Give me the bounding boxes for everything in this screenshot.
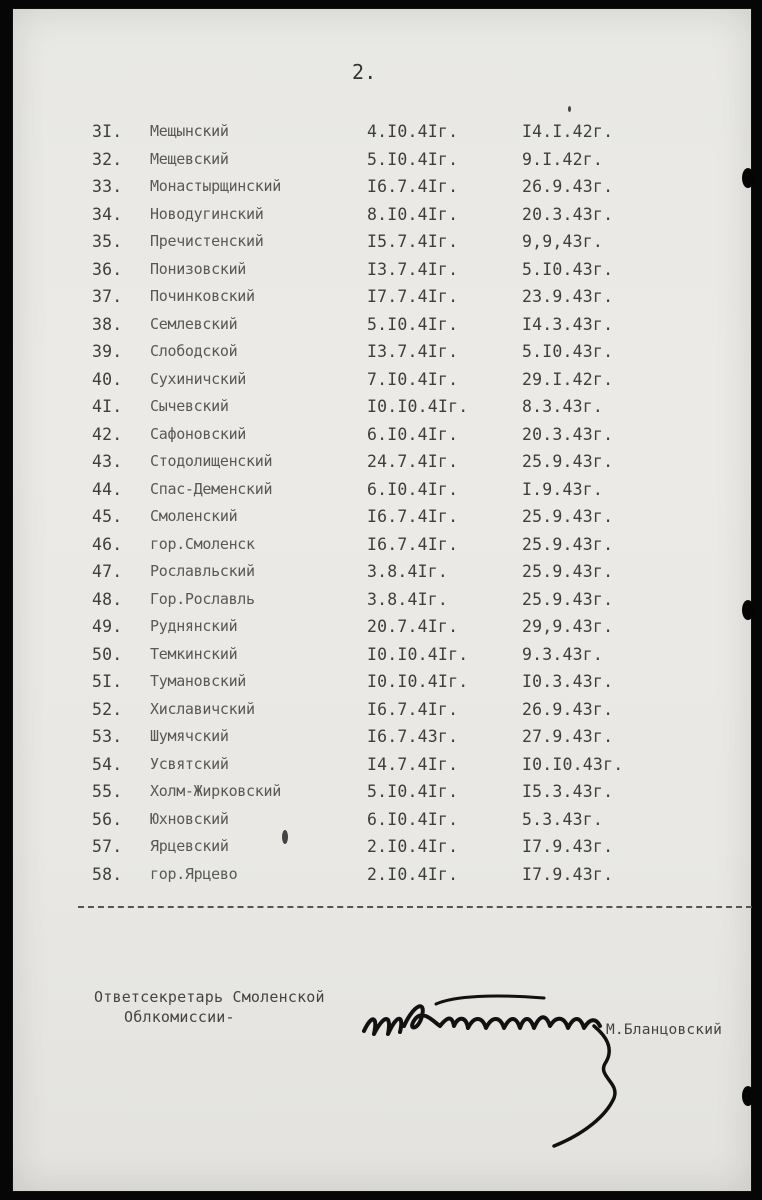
liberation-date: 26.9.43г.	[522, 699, 614, 719]
occupation-date: 8.I0.4Iг.	[367, 204, 459, 224]
district-name: Пречистенский	[150, 232, 264, 250]
district-name: Усвятский	[150, 754, 229, 773]
occupation-date: I0.I0.4Iг.	[367, 397, 469, 416]
row-number: 54.	[92, 754, 123, 774]
district-row	[12, 865, 752, 893]
occupation-date: I3.7.4Iг.	[367, 259, 459, 279]
row-number: 4I.	[92, 397, 123, 416]
row-number: 46.	[92, 534, 123, 554]
occupation-date: 2.I0.4Iг.	[367, 837, 459, 856]
occupation-date: 3.8.4Iг.	[367, 562, 449, 581]
ink-dot	[568, 106, 571, 112]
liberation-date: 8.3.43г.	[522, 397, 604, 416]
occupation-date: 7.I0.4Iг.	[367, 369, 459, 389]
row-number: 33.	[92, 177, 123, 196]
occupation-date: 5.I0.4Iг.	[367, 149, 459, 169]
district-row	[12, 837, 752, 865]
district-row	[12, 810, 752, 838]
occupation-date: I3.7.4Iг.	[367, 342, 459, 361]
document-page	[12, 8, 752, 1192]
district-row	[12, 590, 752, 618]
row-number: 57.	[92, 837, 123, 856]
occupation-date: 24.7.4Iг.	[367, 452, 459, 471]
row-number: 5I.	[92, 672, 123, 691]
district-name: Спас-Деменский	[150, 479, 273, 498]
district-row	[12, 645, 752, 673]
row-number: 39.	[92, 342, 123, 361]
liberation-date: 26.9.43г.	[522, 177, 614, 196]
occupation-date: 4.I0.4Iг.	[367, 122, 459, 141]
occupation-date: 5.I0.4Iг.	[367, 782, 459, 801]
district-row	[12, 480, 752, 508]
occupation-date: I5.7.4Iг.	[367, 232, 459, 251]
district-name: Семлевский	[150, 314, 238, 333]
liberation-date: 25.9.43г.	[522, 562, 614, 581]
occupation-date: 6.I0.4Iг.	[367, 479, 459, 499]
district-name: Хиславичский	[150, 699, 255, 718]
liberation-date: I7.9.43г.	[522, 864, 614, 884]
occupation-date: 2.I0.4Iг.	[367, 864, 459, 884]
page-number: 2.	[352, 60, 377, 84]
district-list	[12, 122, 752, 892]
district-name: Руднянский	[150, 617, 238, 635]
occupation-date: I6.7.4Iг.	[367, 534, 459, 554]
row-number: 48.	[92, 589, 123, 609]
liberation-date: I.9.43г.	[522, 479, 604, 499]
occupation-date: 5.I0.4Iг.	[367, 314, 459, 334]
district-row	[12, 397, 752, 425]
row-number: 49.	[92, 617, 123, 636]
district-name: Шумячский	[150, 727, 229, 745]
liberation-date: 20.3.43г.	[522, 204, 614, 224]
district-name: Холм-Жирковский	[150, 782, 281, 800]
district-name: Починковский	[150, 287, 255, 305]
row-number: 50.	[92, 644, 123, 664]
district-name: Гор.Рославль	[150, 589, 255, 608]
district-name: Мещынский	[150, 122, 229, 140]
occupation-date: I6.7.4Iг.	[367, 507, 459, 526]
occupation-date: 6.I0.4Iг.	[367, 424, 459, 444]
district-row	[12, 370, 752, 398]
occupation-date: I6.7.4Iг.	[367, 699, 459, 719]
signatory-title-line2: Облкомиссии-	[124, 1008, 235, 1026]
liberation-date: 25.9.43г.	[522, 452, 614, 471]
liberation-date: I5.3.43г.	[522, 782, 614, 801]
row-number: 35.	[92, 232, 123, 251]
district-row	[12, 700, 752, 728]
occupation-date: I0.I0.4Iг.	[367, 672, 469, 691]
district-name: Стодолищенский	[150, 452, 273, 470]
district-row	[12, 535, 752, 563]
liberation-date: 9,9,43г.	[522, 232, 604, 251]
district-row	[12, 617, 752, 645]
district-row	[12, 260, 752, 288]
district-row	[12, 782, 752, 810]
occupation-date: 20.7.4Iг.	[367, 617, 459, 636]
occupation-date: I4.7.4Iг.	[367, 754, 459, 774]
row-number: 44.	[92, 479, 123, 499]
district-row	[12, 755, 752, 783]
district-row	[12, 672, 752, 700]
row-number: 43.	[92, 452, 123, 471]
row-number: 37.	[92, 287, 123, 306]
district-row	[12, 232, 752, 260]
liberation-date: 25.9.43г.	[522, 589, 614, 609]
liberation-date: 27.9.43г.	[522, 727, 614, 746]
row-number: 56.	[92, 809, 123, 829]
district-row	[12, 315, 752, 343]
row-number: 32.	[92, 149, 123, 169]
liberation-date: 5.I0.43г.	[522, 342, 614, 361]
district-row	[12, 425, 752, 453]
district-name: Сухиничский	[150, 369, 247, 388]
liberation-date: I4.I.42г.	[522, 122, 614, 141]
liberation-date: 9.I.42г.	[522, 149, 604, 169]
district-name: Тумановский	[150, 672, 247, 690]
row-number: 38.	[92, 314, 123, 334]
row-number: 42.	[92, 424, 123, 444]
district-name: Рославльский	[150, 562, 255, 580]
liberation-date: I7.9.43г.	[522, 837, 614, 856]
signer-name: М.Бланцовский	[606, 1022, 723, 1038]
row-number: 53.	[92, 727, 123, 746]
district-name: Монастырщинский	[150, 177, 281, 195]
district-row	[12, 287, 752, 315]
occupation-date: 3.8.4Iг.	[367, 589, 449, 609]
occupation-date: I7.7.4Iг.	[367, 287, 459, 306]
district-name: Смоленский	[150, 507, 238, 525]
district-name: гор.Ярцево	[150, 864, 238, 883]
liberation-date: 5.I0.43г.	[522, 259, 614, 279]
district-name: Темкинский	[150, 644, 238, 663]
occupation-date: I6.7.43г.	[367, 727, 459, 746]
liberation-date: 23.9.43г.	[522, 287, 614, 306]
binding-hole	[742, 1086, 754, 1106]
row-number: 58.	[92, 864, 123, 884]
liberation-date: I4.3.43г.	[522, 314, 614, 334]
district-row	[12, 205, 752, 233]
district-row	[12, 727, 752, 755]
row-number: 45.	[92, 507, 123, 526]
district-row	[12, 122, 752, 150]
district-name: Мещевский	[150, 149, 229, 168]
row-number: 40.	[92, 369, 123, 389]
liberation-date: 25.9.43г.	[522, 507, 614, 526]
dashed-separator	[78, 906, 752, 908]
district-row	[12, 150, 752, 178]
binding-hole	[742, 600, 754, 620]
district-name: Слободской	[150, 342, 238, 360]
occupation-date: I6.7.4Iг.	[367, 177, 459, 196]
district-name: Ярцевский	[150, 837, 229, 855]
district-row	[12, 452, 752, 480]
row-number: 3I.	[92, 122, 123, 141]
liberation-date: 25.9.43г.	[522, 534, 614, 554]
row-number: 36.	[92, 259, 123, 279]
district-name: Сафоновский	[150, 424, 247, 443]
liberation-date: 9.3.43г.	[522, 644, 604, 664]
district-row	[12, 507, 752, 535]
row-number: 34.	[92, 204, 123, 224]
row-number: 52.	[92, 699, 123, 719]
district-row	[12, 562, 752, 590]
liberation-date: I0.3.43г.	[522, 672, 614, 691]
liberation-date: I0.I0.43г.	[522, 754, 624, 774]
liberation-date: 29,9.43г.	[522, 617, 614, 636]
binding-hole	[742, 168, 754, 188]
district-name: Понизовский	[150, 259, 247, 278]
handwritten-signature	[344, 986, 644, 1166]
district-row	[12, 342, 752, 370]
district-name: Юхновский	[150, 809, 229, 828]
liberation-date: 29.I.42г.	[522, 369, 614, 389]
district-name: Сычевский	[150, 397, 229, 415]
liberation-date: 20.3.43г.	[522, 424, 614, 444]
liberation-date: 5.3.43г.	[522, 809, 604, 829]
occupation-date: I0.I0.4Iг.	[367, 644, 469, 664]
row-number: 55.	[92, 782, 123, 801]
signatory-title-line1: Ответсекретарь Смоленской	[94, 988, 325, 1006]
district-row	[12, 177, 752, 205]
row-number: 47.	[92, 562, 123, 581]
ink-smudge	[282, 830, 288, 844]
district-name: гор.Смоленск	[150, 534, 255, 553]
occupation-date: 6.I0.4Iг.	[367, 809, 459, 829]
district-name: Новодугинский	[150, 204, 264, 223]
